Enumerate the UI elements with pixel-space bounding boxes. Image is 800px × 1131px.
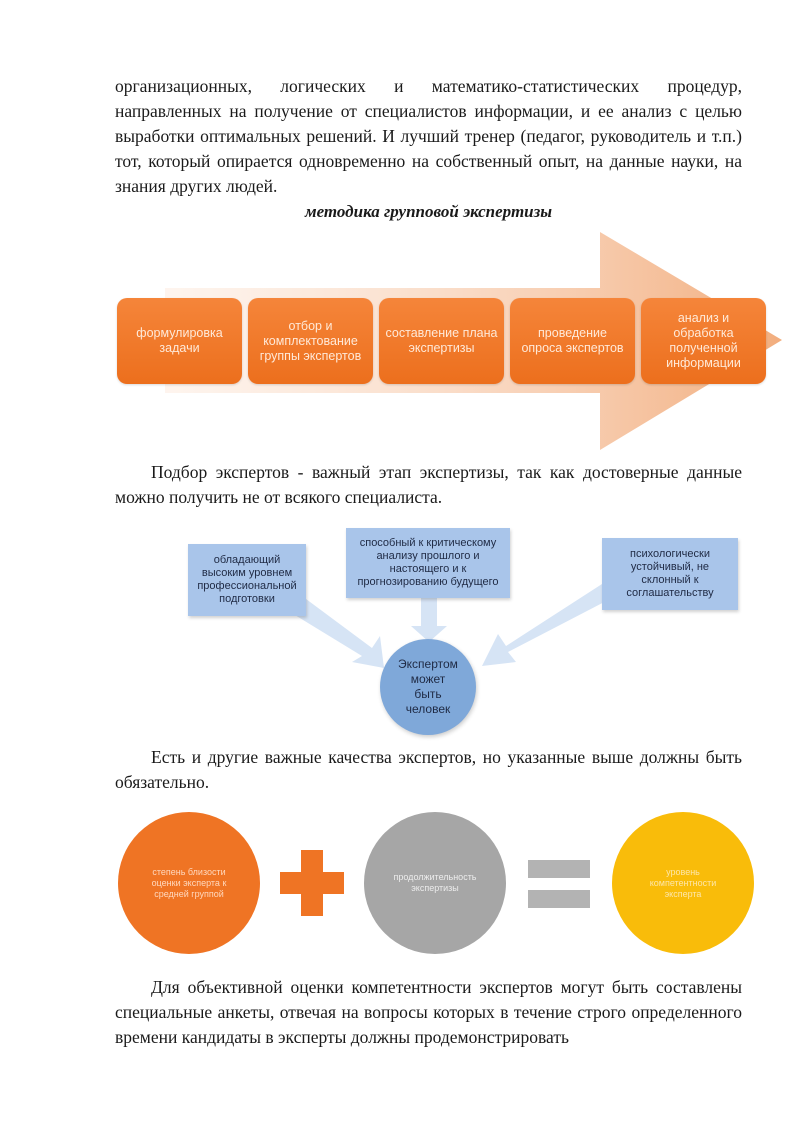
quality-box-critical	[346, 528, 510, 598]
assessment-paragraph: Для объективной оценки компетентности экспертов могут быть составлены специальные анкеты, отвечая на вопросы которых в течение строго определенного времени кандидаты в эксперты должны продемонстрировать	[115, 977, 742, 1047]
quality-box-resilient	[602, 538, 738, 610]
quality-text: способный к критическому анализу прошлого и настоящего и к прогнозированию будущего	[357, 537, 499, 588]
process-step-2	[248, 298, 373, 384]
process-step-5	[641, 298, 766, 384]
competence-formula-diagram	[0, 808, 800, 958]
other-qualities-paragraph: Есть и другие важные качества экспертов, но указанные выше должны быть обязательно.	[115, 747, 742, 792]
process-diagram	[0, 228, 800, 458]
process-step-3	[379, 298, 504, 384]
process-step-label: проведение опроса экспертов	[521, 326, 624, 355]
quality-text: психологически устойчивый, не склонный к соглашательству	[626, 548, 714, 599]
formula-circle-competence	[612, 812, 754, 954]
formula-text: степень близости оценки эксперта к средней группой	[151, 866, 227, 899]
diagram-heading: методика групповой экспертизы	[304, 202, 553, 221]
process-step-label: формулировка задачи	[136, 326, 223, 355]
process-step-4	[510, 298, 635, 384]
center-text: Экспертом может быть человек	[398, 657, 458, 716]
expert-qualities-diagram	[0, 520, 800, 735]
process-step-label: анализ и обработка полученной информации	[666, 311, 741, 370]
formula-circle-duration	[364, 812, 506, 954]
quality-box-professional	[188, 544, 306, 616]
process-step-label: отбор и комплектование группы экспертов	[259, 318, 362, 363]
formula-circle-closeness	[118, 812, 260, 954]
formula-text: уровень компетентности эксперта	[649, 866, 717, 899]
formula-text: продолжительность экспертизы	[393, 872, 477, 893]
process-step-1	[117, 298, 242, 384]
process-step-label: составление плана экспертизы	[385, 326, 498, 355]
expert-selection-paragraph: Подбор экспертов - важный этап экспертизы, так как достоверные данные можно получить не от всякого специалиста.	[115, 462, 742, 507]
expert-center-circle	[380, 639, 476, 735]
quality-text: обладающий высоким уровнем профессиональной подготовки	[197, 554, 297, 605]
intro-paragraph: организационных, логических и математико-статистических процедур, направленных на получение от специалистов информации, и ее анализ с целью выработки оптимальных решений. И лучший тренер (педагог, руководитель и т.п.) тот, который опирается одновременно на собственный опыт, на данные науки, на знания других людей.	[115, 76, 742, 196]
